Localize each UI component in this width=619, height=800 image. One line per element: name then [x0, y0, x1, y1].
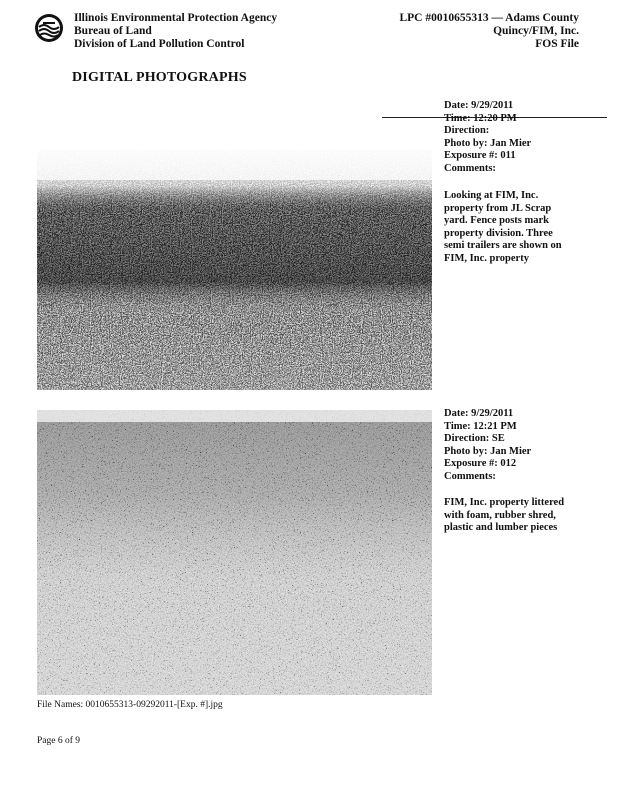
- photo-1-image: [37, 150, 432, 390]
- site-block: [399, 12, 579, 51]
- photo-2-photographer: Photo by: Jan Mier: [444, 445, 532, 457]
- photo-2: [37, 410, 432, 695]
- bureau-name: Bureau of Land: [74, 25, 152, 37]
- photo-2-exposure: Exposure #: 012: [444, 458, 517, 469]
- file-type: FOS File: [535, 38, 579, 50]
- site-name: Quincy/FIM, Inc.: [493, 25, 579, 37]
- illinois-epa-seal-icon: [34, 13, 64, 43]
- photo-2-date: Date: 9/29/2011: [444, 408, 514, 419]
- agency-block: [74, 12, 277, 51]
- photo-1-date: Date: 9/29/2011: [444, 100, 514, 111]
- division-name: Division of Land Pollution Control: [74, 38, 245, 50]
- file-names: File Names: 0010655313-09292011-[Exp. #].jpg: [37, 700, 223, 710]
- photo-2-image: [37, 410, 432, 695]
- site-lpc-county: LPC #0010655313 — Adams County: [399, 12, 579, 24]
- photo-2-comments-label: Comments:: [444, 470, 496, 482]
- page-number: Page 6 of 9: [37, 736, 81, 746]
- photo-2-metadata: [444, 408, 594, 483]
- photo-2-time: Time: 12:21 PM: [444, 420, 517, 432]
- photo-2-direction: Direction: SE: [444, 433, 505, 444]
- photo-2-comment: FIM, Inc. property littered with foam, rubber shred, plastic and lumber pieces: [444, 497, 565, 533]
- page-title: DIGITAL PHOTOGRAPHS: [72, 70, 247, 85]
- photo-1-comments-label: Comments:: [444, 162, 496, 174]
- photo-1-time: Time: 12:20 PM: [444, 112, 517, 124]
- photo-1-exposure: Exposure #: 011: [444, 150, 516, 161]
- agency-name: Illinois Environmental Protection Agency: [74, 12, 278, 24]
- photo-1-comment: Looking at FIM, Inc. property from JL Scrap yard. Fence posts mark property division. Three semi trailers are shown on FIM, Inc. property: [444, 190, 562, 264]
- photo-1-metadata: [444, 100, 594, 175]
- photo-1: [37, 150, 432, 390]
- photo-1-photographer: Photo by: Jan Mier: [444, 137, 532, 149]
- photo-1-direction: Direction:: [444, 125, 490, 136]
- agency-logo: [34, 13, 64, 43]
